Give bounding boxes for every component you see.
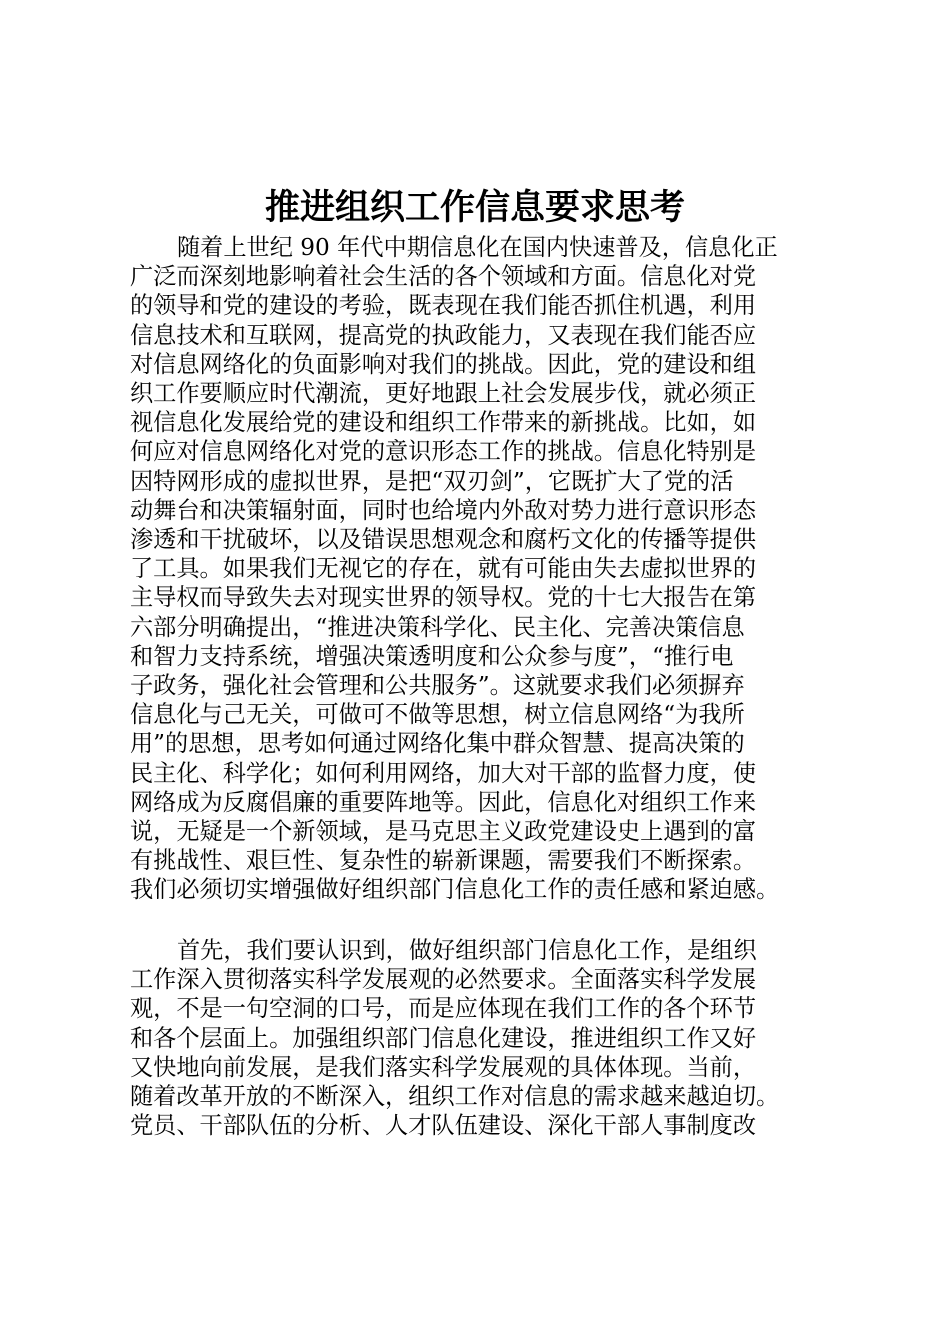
text-line: 又快地向前发展，是我们落实科学发展观的具体体现。当前， bbox=[130, 1053, 757, 1081]
text-line: 因特网形成的虚拟世界，是把“双刃剑”，它既扩大了党的活 bbox=[130, 467, 734, 495]
text-line: 工作深入贯彻落实科学发展观的必然要求。全面落实科学发展 bbox=[130, 966, 757, 994]
text-line: 信息技术和互联网，提高党的执政能力，又表现在我们能否应 bbox=[130, 321, 757, 349]
text-line: 动舞台和决策辐射面，同时也给境内外敌对势力进行意识形态 bbox=[130, 496, 757, 524]
text-line: 主导权而导致失去对现实世界的领导权。党的十七大报告在第 bbox=[130, 584, 757, 612]
text-line: 子政务，强化社会管理和公共服务”。这就要求我们必须摒弃 bbox=[130, 672, 745, 700]
paragraph-2 bbox=[130, 936, 840, 1140]
text-line: 和智力支持系统，增强决策透明度和公众参与度”，“推行电 bbox=[130, 642, 734, 670]
text-line: 随着上世纪 90 年代中期信息化在国内快速普及，信息化正 bbox=[177, 234, 778, 261]
text-line: 何应对信息网络化对党的意识形态工作的挑战。信息化特别是 bbox=[130, 438, 757, 466]
text-line: 视信息化发展给党的建设和组织工作带来的新挑战。比如，如 bbox=[130, 409, 757, 437]
text-line: 织工作要顺应时代潮流，更好地跟上社会发展步伐，就必须正 bbox=[130, 380, 757, 408]
text-line: 了工具。如果我们无视它的存在，就有可能由失去虚拟世界的 bbox=[130, 555, 757, 583]
text-line: 六部分明确提出，“推进决策科学化、民主化、完善决策信息 bbox=[130, 613, 745, 641]
text-line: 党员、干部队伍的分析、人才队伍建设、深化干部人事制度改 bbox=[130, 1112, 757, 1140]
text-line: 和各个层面上。加强组织部门信息化建设，推进组织工作又好 bbox=[130, 1024, 757, 1052]
text-line: 网络成为反腐倡廉的重要阵地等。因此，信息化对组织工作来 bbox=[130, 788, 757, 816]
text-line: 广泛而深刻地影响着社会生活的各个领域和方面。信息化对党 bbox=[130, 263, 757, 291]
text-line: 我们必须切实增强做好组织部门信息化工作的责任感和紧迫感。 bbox=[130, 876, 780, 904]
document-title: 推进组织工作信息要求思考 bbox=[264, 187, 685, 228]
text-line: 渗透和干扰破坏，以及错误思想观念和腐朽文化的传播等提供 bbox=[130, 526, 757, 554]
text-line: 说，无疑是一个新领域，是马克思主义政党建设史上遇到的富 bbox=[130, 818, 757, 846]
text-line: 首先，我们要认识到，做好组织部门信息化工作，是组织 bbox=[177, 937, 757, 964]
text-line: 有挑战性、艰巨性、复杂性的崭新课题，需要我们不断探索。 bbox=[130, 847, 757, 875]
text-line: 民主化、科学化；如何利用网络，加大对干部的监督力度，使 bbox=[130, 759, 757, 787]
text-line: 的领导和党的建设的考验，既表现在我们能否抓住机遇，利用 bbox=[130, 292, 757, 320]
text-line: 随着改革开放的不断深入，组织工作对信息的需求越来越迫切。 bbox=[130, 1083, 780, 1111]
paragraph-1 bbox=[130, 233, 840, 905]
text-line: 信息化与己无关，可做可不做等思想，树立信息网络“为我所 bbox=[130, 701, 745, 729]
text-line: 对信息网络化的负面影响对我们的挑战。因此，党的建设和组 bbox=[130, 350, 757, 378]
text-line: 观，不是一句空洞的口号，而是应体现在我们工作的各个环节 bbox=[130, 995, 757, 1023]
text-line: 用”的思想，思考如何通过网络化集中群众智慧、提高决策的 bbox=[130, 730, 745, 758]
